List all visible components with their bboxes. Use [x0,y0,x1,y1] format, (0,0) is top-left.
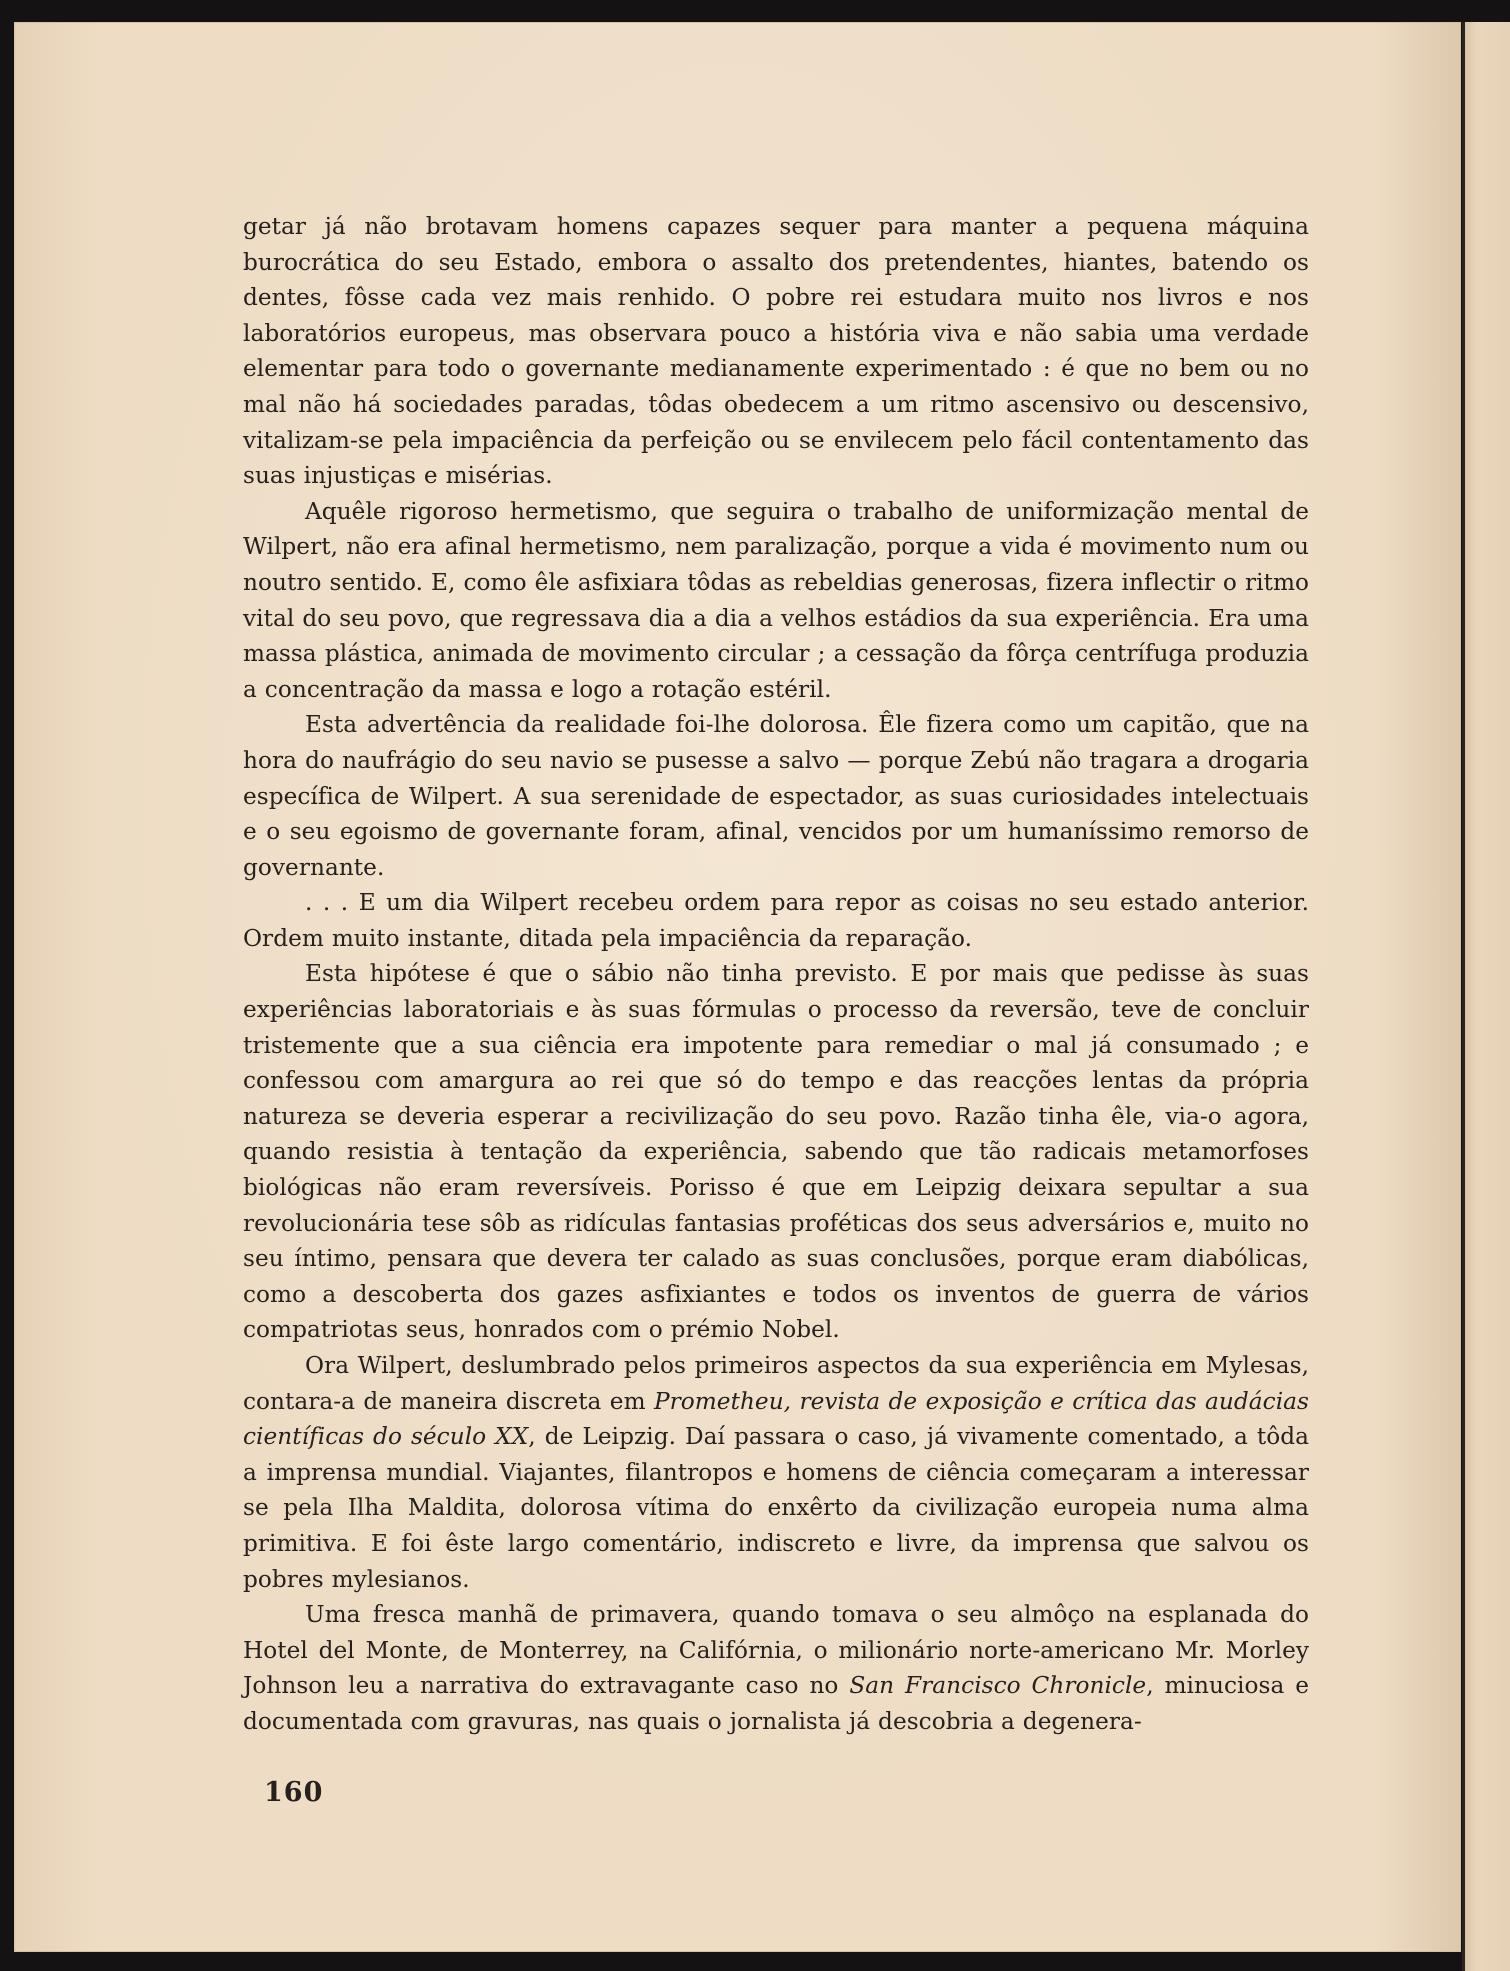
newspaper-title-chronicle: San Francisco Chronicle [849,1672,1147,1700]
paragraph-7 [243,1597,1309,1739]
paragraph-2: Aquêle rigoroso hermetismo, que seguira o trabalho de uniformização mental de Wilpert, não era afinal hermetismo, nem paralização, porque a vida é movimento num ou noutro sentido. E, como êle asfixiara tôdas as rebeldias generosas, fizera inflectir o ritmo vital do seu povo, que regressava dia a dia a velhos estádios da sua experiência. Era uma massa plástica, animada de movimento circular ; a cessação da fôrça centrífuga produzia a concentração da massa e logo a rotação estéril. [243,497,1309,703]
page-number: 160 [264,1777,324,1808]
paragraph-6 [243,1348,1309,1597]
paragraph-7-text-after: , minuciosa e documentada com gravuras, nas quais o jornalista já descobria a degenera- [243,1672,1309,1735]
paragraph-1: getar já não brotavam homens capazes sequer para manter a pequena máquina burocrática do seu Estado, embora o assalto dos pretendentes, hiantes, batendo os dentes, fôsse cada vez mais renhido. O pobre rei estudara muito nos livros e nos laboratórios europeus, mas observara pouco a história viva e não sabia uma verdade elementar para todo o governante medianamente experimentado : é que no bem ou no mal não há sociedades paradas, tôdas obedecem a um ritmo ascensivo ou descensivo, vitalizam-se pela impaciência da perfeição ou se envilecem pelo fácil contentamento das suas injustiças e misérias. [243,213,1309,490]
paragraph-3: Esta advertência da realidade foi-lhe dolorosa. Êle fizera como um capitão, que na hora do naufrágio do seu navio se pusesse a salvo — porque Zebú não tragara a drogaria específica de Wilpert. A sua serenidade de espectador, as suas curiosidades intelectuais e o seu egoismo de governante foram, afinal, vencidos por um humaníssimo remorso de governante. [243,711,1309,881]
paragraph-6-text-before: Ora Wilpert, deslumbrado pelos primeiros aspectos da sua experiência em Mylesas, contara-a de maneira discreta em [243,1352,1309,1415]
next-page-edge [1462,22,1510,1971]
body-text [243,209,1309,1740]
paragraph-4: . . . E um dia Wilpert recebeu ordem para repor as coisas no seu estado anterior. Ordem muito instante, ditada pela impaciência da reparação. [243,889,1309,952]
book-page [14,22,1461,1952]
paragraph-6-text-after: , de Leipzig. Daí passara o caso, já vivamente comentado, a tôda a imprensa mundial. Viajantes, filantropos e homens de ciência começaram a interessar se pela Ilha Maldita, dolorosa vítima do enxêrto da civilização europeia numa alma primitiva. E foi êste largo comentário, indiscreto e livre, da imprensa que salvou os pobres mylesianos. [243,1423,1309,1593]
journal-title-prometheu: Prometheu, revista de exposição e crítica das audácias científicas do século XX [243,1387,1309,1451]
paragraph-7-text-before: Uma fresca manhã de primavera, quando tomava o seu almôço na esplanada do Hotel del Monte, de Monterrey, na Califórnia, o milionário norte-americano Mr. Morley Johnson leu a narrativa do extravagante caso no [243,1601,1309,1700]
paragraph-5: Esta hipótese é que o sábio não tinha previsto. E por mais que pedisse às suas experiências laboratoriais e às suas fórmulas o processo da reversão, teve de concluir tristemente que a sua ciência era impotente para remediar o mal já consumado ; e confessou com amargura ao rei que só do tempo e das reacções lentas da própria natureza se deveria esperar a recivilização do seu povo. Razão tinha êle, via-o agora, quando resistia à tentação da experiência, sabendo que tão radicais metamorfoses biológicas não eram reversíveis. Porisso é que em Leipzig deixara sepultar a sua revolucionária tese sôb as ridículas fantasias proféticas dos seus adversários e, muito no seu íntimo, pensara que devera ter calado as suas conclusões, porque eram diabólicas, como a descoberta dos gazes asfixiantes e todos os inventos de guerra de vários compatriotas seus, honrados com o prémio Nobel. [243,960,1309,1344]
